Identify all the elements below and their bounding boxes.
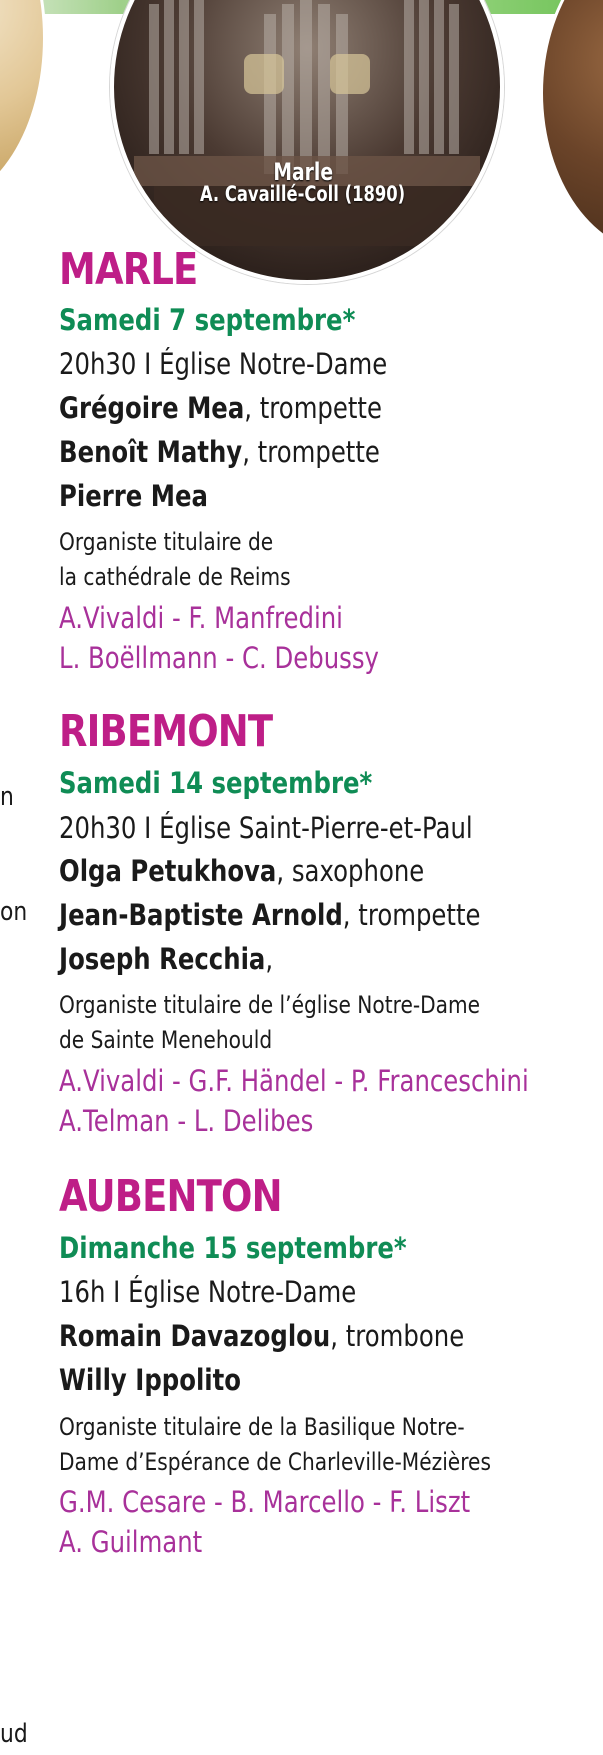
program-line: G.M. Cesare - B. Marcello - F. Liszt	[59, 1485, 471, 1519]
marle-organ-photo	[110, 0, 504, 284]
performer: Willy Ippolito	[59, 1363, 242, 1397]
city-heading: MARLE	[59, 244, 198, 295]
city-heading: RIBEMONT	[59, 706, 273, 757]
time-place: 16h I Église Notre-Dame	[59, 1275, 357, 1309]
performer: Pierre Mea	[59, 479, 208, 513]
program-line: A.Vivaldi - F. Manfredini	[59, 601, 343, 635]
caption-town: Marle	[273, 158, 333, 186]
program-line: L. Boëllmann - C. Debussy	[59, 641, 379, 675]
performer: Romain Davazoglou, trombone	[59, 1319, 465, 1353]
performer: Jean-Baptiste Arnold, trompette	[59, 898, 481, 932]
edge-fragment: on	[0, 897, 28, 927]
time-place: 20h30 I Église Saint-Pierre-et-Paul	[59, 811, 473, 845]
photo-caption	[110, 158, 496, 206]
edge-fragment: ud	[0, 1719, 28, 1749]
organist-note: la cathédrale de Reims	[59, 563, 291, 591]
organ-pipes-illustration	[114, 0, 500, 280]
performer: Benoît Mathy, trompette	[59, 435, 380, 469]
program-line: A.Telman - L. Delibes	[59, 1104, 314, 1138]
organist-note: Organiste titulaire de	[59, 528, 274, 556]
program-line: A.Vivaldi - G.F. Händel - P. Franceschini	[59, 1064, 529, 1098]
concert-date: Samedi 7 septembre*	[59, 303, 356, 337]
caption-organ: A. Cavaillé-Coll (1890)	[200, 182, 406, 206]
left-organ-photo	[0, 0, 46, 206]
concert-date: Dimanche 15 septembre*	[59, 1231, 407, 1265]
performer: Grégoire Mea, trompette	[59, 391, 382, 425]
right-organ-photo	[540, 0, 603, 256]
organist-note: de Sainte Menehould	[59, 1026, 273, 1054]
performer: Olga Petukhova, saxophone	[59, 854, 425, 888]
organist-note: Organiste titulaire de la Basilique Notre-	[59, 1413, 465, 1441]
city-heading: AUBENTON	[59, 1171, 282, 1222]
edge-fragment: n	[0, 782, 14, 812]
time-place: 20h30 I Église Notre-Dame	[59, 347, 388, 381]
organist-note: Organiste titulaire de l’église Notre-Dame	[59, 991, 481, 1019]
organist-note: Dame d’Espérance de Charleville-Mézières	[59, 1448, 491, 1476]
performer: Joseph Recchia,	[59, 942, 274, 976]
concert-date: Samedi 14 septembre*	[59, 766, 373, 800]
program-line: A. Guilmant	[59, 1525, 203, 1559]
